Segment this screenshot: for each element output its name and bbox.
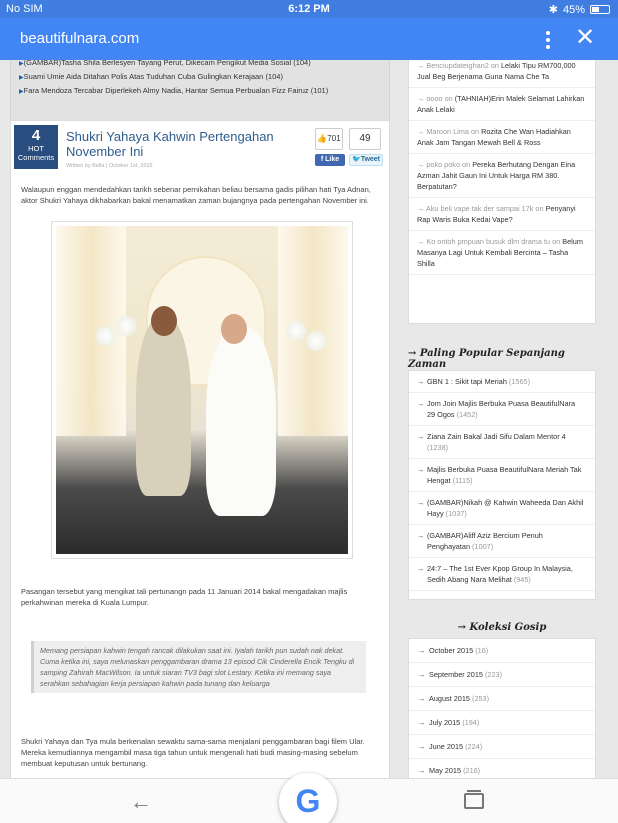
page-content[interactable] bbox=[0, 60, 618, 778]
archive-month-item[interactable] bbox=[409, 687, 595, 711]
url-label[interactable]: beautifulnara.com bbox=[20, 30, 140, 47]
article-title[interactable]: Shukri Yahaya Kahwin Pertengahan November Ini bbox=[66, 129, 274, 159]
article-quote: Memang persiapan kahwin tengah rancak dilakukan saat ini. Iyalah tarikh pun sudah nak dekat. Cuma ketika ini, saya melunaskan penggambaran drama 13 episod Cik Cinderella Encik Tengku di samping Zahirah MacWilson. Ia untuk siaran TV3 bagi slot Lestary. Ketika ini memang saya serahkan sebahagian kerja persiapan kahwin pada tunang dan keluarga bbox=[31, 641, 366, 693]
article-paragraph-2: Pasangan tersebut yang mengikat tali pertunangn pada 11 Januari 2014 bakal mengadakan majlis perkahwinan mereka di Kuala Lumpur. bbox=[21, 587, 348, 607]
archive-count: (223) bbox=[484, 670, 503, 679]
close-icon[interactable]: ✕ bbox=[575, 24, 596, 51]
bluetooth-icon: ✱ bbox=[548, 4, 558, 16]
popular-post-title[interactable]: Jom Join Majlis Berbuka Puasa BeautifulNara 29 Ogos bbox=[427, 399, 576, 419]
comment-author: oooo on bbox=[426, 94, 455, 103]
status-bar bbox=[0, 0, 618, 18]
popular-post-title[interactable]: 24:7 – The 1st Ever Kpop Group In Malaysia, Sedih Abang Nara Melihat bbox=[427, 564, 573, 584]
archive-month[interactable]: July 2015 bbox=[429, 718, 463, 727]
popular-posts-list bbox=[409, 371, 595, 591]
comment-author: Benciupdateighan2 on bbox=[426, 61, 501, 70]
carrier-label: No SIM bbox=[6, 3, 43, 15]
hot-label: HOT Comments bbox=[17, 144, 55, 162]
archive-month-item[interactable] bbox=[409, 759, 595, 778]
popular-post-count: (1007) bbox=[472, 542, 494, 551]
comment-post-link[interactable]: Rozita Che Wan Hadiahkan Anak Jam Tangan Mewah Bell & Ross bbox=[417, 127, 571, 147]
comment-post-link[interactable]: (TAHNIAH)Erin Malek Selamat Lahirkan Anak Lelaki bbox=[417, 94, 585, 114]
popular-post-title[interactable]: (GAMBAR)Aliff Aziz Bercium Penuh Penghayatan bbox=[427, 531, 543, 551]
facebook-like-label: Like bbox=[325, 156, 340, 163]
google-search-button[interactable] bbox=[279, 773, 337, 823]
archive-count: (194) bbox=[462, 718, 480, 727]
google-g-icon: G bbox=[295, 783, 321, 819]
popular-widget-title: → Paling Popular Sepanjang Zaman bbox=[408, 348, 565, 370]
popular-post-item[interactable] bbox=[409, 558, 595, 591]
browser-toolbar bbox=[0, 18, 618, 60]
popular-post-count: (1565) bbox=[508, 377, 531, 386]
popular-post-item[interactable] bbox=[409, 426, 595, 459]
bottom-navigation-bar bbox=[0, 778, 618, 823]
comment-author: Maroon Lima on bbox=[426, 127, 482, 136]
popular-post-item[interactable] bbox=[409, 492, 595, 525]
tweet-button[interactable] bbox=[349, 154, 383, 166]
popular-post-count: (1037) bbox=[445, 509, 467, 518]
archive-month-item[interactable] bbox=[409, 711, 595, 735]
article-card bbox=[10, 120, 390, 778]
more-menu-icon[interactable] bbox=[542, 29, 554, 49]
tweet-label: Tweet bbox=[360, 156, 381, 163]
recent-comment-item[interactable] bbox=[409, 121, 595, 154]
status-right bbox=[549, 3, 610, 16]
like-count-box[interactable] bbox=[315, 128, 343, 150]
comment-author: poko poko on bbox=[426, 160, 473, 169]
comment-post-link[interactable]: Penyanyi Rap Waris Buka Kedai Vape? bbox=[417, 204, 576, 224]
battery-percent: 45% bbox=[562, 3, 585, 16]
comment-author: Aku beli vape tak der sampai 17k on bbox=[425, 204, 546, 213]
archive-list bbox=[409, 639, 595, 778]
popular-post-count: (945) bbox=[513, 575, 531, 584]
archive-month-item[interactable] bbox=[409, 663, 595, 687]
archive-month[interactable]: June 2015 bbox=[429, 742, 466, 751]
battery-fill bbox=[592, 7, 599, 12]
popular-post-count: (1238) bbox=[427, 443, 449, 452]
popular-post-title[interactable]: GBN 1 : Sikit tapi Meriah bbox=[427, 377, 509, 386]
popular-post-title[interactable]: (GAMBAR)Nikah @ Kahwin Waheeda Dan Akhil Hayy bbox=[427, 498, 584, 518]
archive-month-item[interactable] bbox=[409, 735, 595, 759]
battery-icon bbox=[590, 5, 610, 14]
twitter-icon: 🐦 bbox=[351, 156, 361, 163]
archive-count: (253) bbox=[472, 694, 490, 703]
like-count: 701 bbox=[327, 134, 341, 143]
related-link[interactable]: ▶ (GAMBAR)Tasha Shila Berlesyen Tayang Perut, Dikecam Pengikut Media Sosial (104) bbox=[19, 60, 381, 67]
popular-post-title[interactable]: Majlis Berbuka Puasa BeautifulNara Meriah Tak Hengat bbox=[427, 465, 582, 485]
popular-posts-widget bbox=[408, 370, 596, 600]
related-link[interactable]: ▶ Suami Umie Aida Ditahan Polis Atas Tuduhan Cuba Gulingkan Kerajaan (104) bbox=[19, 72, 381, 81]
tabs-icon[interactable] bbox=[464, 793, 484, 809]
recent-comment-item[interactable] bbox=[409, 60, 595, 88]
related-link[interactable]: ▶ Fara Mendoza Tercabar Diperlekeh Almy Nadia, Hantar Semua Perbualan Fizz Fairuz (101) bbox=[19, 86, 381, 95]
article-intro: Walaupun enggan mendedahkan tarikh sebenar pernikahan beliau bersama gadis pilihan hati Tya Adnan, aktor Shukri Yahaya dikhabarkan bakal menamatkan zaman bujangnya pada pertengahan November ini. bbox=[21, 185, 371, 205]
recent-comment-item[interactable] bbox=[409, 231, 595, 275]
archive-month-item[interactable] bbox=[409, 639, 595, 663]
comment-author: Ko ontoh pmpuan busuk dlm drama tu on bbox=[426, 237, 563, 246]
article-byline: Written by Bella | October 1st, 2015 bbox=[66, 163, 153, 169]
hot-comments-badge[interactable] bbox=[14, 125, 58, 169]
recent-comment-item[interactable] bbox=[409, 198, 595, 231]
article-paragraph-3: Shukri Yahaya dan Tya mula berkenalan sewaktu sama-sama menjalani penggambaran bagi filem Ular. Mereka kemudiannya mengambil masa tiga tahun untuk mengenali hati budi masing-masing sebelum membuat keputusan untuk bertunang. bbox=[21, 737, 365, 768]
popular-post-count: (1115) bbox=[452, 476, 473, 485]
related-links-list bbox=[11, 60, 389, 103]
wedding-photo-image bbox=[56, 226, 348, 554]
thumbs-up-icon: 👍 bbox=[317, 134, 328, 143]
share-count: 49 bbox=[349, 128, 381, 150]
facebook-like-button[interactable] bbox=[315, 154, 345, 166]
recent-comment-item[interactable] bbox=[409, 88, 595, 121]
back-arrow-icon[interactable]: ← bbox=[130, 789, 152, 814]
archive-count: (224) bbox=[465, 742, 483, 751]
archive-month[interactable]: September 2015 bbox=[429, 670, 485, 679]
popular-post-item[interactable] bbox=[409, 459, 595, 492]
comment-post-link[interactable]: Pereka Berhutang Dengan Eina Azman Jahit Gaun Ini Untuk Harga RM 380. Berpatutan? bbox=[417, 160, 576, 191]
popular-post-count: (1452) bbox=[456, 410, 478, 419]
popular-post-item[interactable] bbox=[409, 525, 595, 558]
comment-post-link[interactable]: Lelaki Tipu RM700,000 Jual Beg Berjenama Guna Nama Che Ta bbox=[417, 61, 576, 81]
facebook-icon: f bbox=[320, 156, 326, 163]
archive-count: (16) bbox=[475, 646, 489, 655]
recent-comment-item[interactable] bbox=[409, 154, 595, 198]
comment-post-link[interactable]: Belum Masanya Lagi Untuk Kembali Bercinta – Tasha Shilla bbox=[417, 237, 583, 268]
archive-widget-title: → Koleksi Gosip bbox=[457, 622, 547, 633]
hot-count: 4 bbox=[31, 127, 41, 144]
popular-post-item[interactable] bbox=[409, 371, 595, 393]
archive-widget bbox=[408, 638, 596, 778]
recent-comments-widget bbox=[408, 60, 596, 324]
archive-month[interactable]: October 2015 bbox=[429, 646, 476, 655]
archive-count: (216) bbox=[463, 766, 481, 775]
recent-comments-list bbox=[409, 60, 595, 275]
article-photo[interactable] bbox=[51, 221, 353, 559]
popular-post-title[interactable]: Ziana Zain Bakal Jadi Sifu Dalam Mentor 4 bbox=[427, 432, 566, 441]
archive-month[interactable]: May 2015 bbox=[429, 766, 464, 775]
clock: 6:12 PM bbox=[288, 3, 330, 15]
archive-month[interactable]: August 2015 bbox=[429, 694, 473, 703]
popular-post-item[interactable] bbox=[409, 393, 595, 426]
